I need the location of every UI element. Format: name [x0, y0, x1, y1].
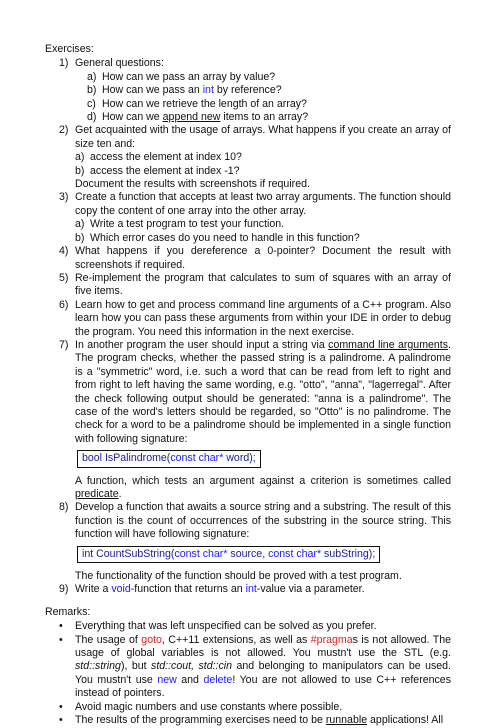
- item-text: -value via a parameter.: [256, 583, 365, 596]
- item-text: Develop a function that awaits a source string and a substring. The result of this function is the count of occurrences of the substring in the source string. This function will have following signature:: [75, 501, 451, 541]
- remark-text: The results of the programming exercises need to be: [75, 714, 326, 727]
- item-number: 4): [59, 245, 69, 258]
- keyword-delete: delete: [203, 673, 233, 686]
- code-signature-block: [75, 446, 451, 474]
- item-after-text: [75, 475, 451, 502]
- underlined-text: runnable: [325, 714, 368, 727]
- item-text: Write a: [75, 583, 112, 596]
- item-number: 2): [59, 124, 69, 137]
- exercise-item: [59, 57, 451, 124]
- item-number: 3): [59, 191, 69, 204]
- bullet-icon: •: [59, 714, 63, 727]
- item-number: 5): [59, 271, 69, 284]
- remark-text: and belonging to manipulators can be used. You mustn't use: [75, 660, 452, 686]
- remark-item: [59, 633, 452, 701]
- underlined-text: append new: [162, 111, 221, 124]
- remark-item: [59, 714, 451, 727]
- remark-item: [59, 620, 451, 633]
- item-number: 7): [59, 338, 69, 351]
- keyword-void: void: [111, 583, 131, 596]
- sub-letter: a): [75, 218, 85, 231]
- sub-text: Write a test program to test your function.: [90, 218, 285, 231]
- sub-letter: c): [87, 97, 96, 110]
- item-after-text: The functionality of the function should be proved with a test program.: [75, 570, 402, 583]
- code-keyword: const char*: [170, 452, 224, 465]
- code-signature-block: [75, 542, 451, 570]
- exercise-item: [59, 583, 451, 596]
- italic-code: std::cout, std::cin: [151, 660, 233, 673]
- sub-text: items to an array?: [220, 111, 309, 124]
- item-text: -function that returns an: [130, 583, 246, 596]
- remark-text: Avoid magic numbers and use constants where possible.: [75, 700, 343, 713]
- sub-list: [75, 218, 451, 245]
- underlined-text: command line arguments: [328, 338, 449, 351]
- exercise-item: [59, 271, 451, 299]
- sub-text: How can we retrieve the length of an array?: [102, 97, 307, 110]
- bullet-icon: •: [59, 620, 63, 633]
- keyword-new: new: [157, 673, 177, 686]
- remark-text: , C++11 extensions, as well as: [161, 633, 311, 646]
- code-signature: [77, 450, 261, 467]
- code-part: int CountSubString(: [82, 547, 175, 560]
- remark-text: and: [176, 673, 204, 686]
- remarks-list: [45, 620, 451, 727]
- item-number: 8): [59, 501, 69, 514]
- item-text: Create a function that accepts at least two array arguments. The function should copy the content of one array into the other array.: [75, 191, 451, 217]
- forbidden-keyword: goto: [141, 633, 162, 646]
- underlined-text: predicate: [75, 488, 119, 500]
- code-part: subString);: [321, 547, 376, 560]
- sub-text: How can we pass an array by value?: [102, 70, 276, 83]
- sub-item: [87, 71, 451, 84]
- after-text: A function, which tests an argument against a criterion is sometimes called: [75, 474, 451, 487]
- sub-text: How can we: [102, 111, 163, 124]
- sub-item: [75, 151, 451, 164]
- code-part: bool IsPalindrome(: [82, 452, 171, 465]
- exercise-item: [59, 124, 451, 191]
- exercise-item: [59, 501, 451, 583]
- code-part: source,: [227, 547, 269, 560]
- sub-item: [75, 165, 451, 178]
- code-keyword: const char*: [268, 547, 322, 560]
- code-signature: [77, 546, 380, 563]
- exercise-list: [45, 57, 451, 596]
- remarks-heading: Remarks:: [45, 605, 91, 618]
- item-after-text: Document the results with screenshots if required.: [75, 178, 310, 191]
- sub-list: [75, 151, 451, 178]
- exercise-item: [59, 191, 451, 245]
- item-text: Get acquainted with the usage of arrays. What happens if you create an array of size ten and:: [75, 124, 451, 150]
- sub-letter: a): [75, 151, 85, 164]
- remark-item: [59, 700, 451, 714]
- item-number: 6): [59, 298, 69, 311]
- keyword-int: int: [202, 84, 214, 97]
- exercises-heading: Exercises:: [45, 43, 94, 55]
- section-gap: [45, 597, 451, 606]
- sub-letter: b): [75, 231, 85, 244]
- sub-list: [75, 71, 451, 125]
- sub-letter: b): [87, 84, 97, 97]
- sub-text: access the element at index -1?: [90, 164, 240, 177]
- item-number: 9): [59, 583, 69, 596]
- sub-letter: a): [87, 70, 97, 83]
- remark-text: applications! All: [367, 714, 444, 727]
- remark-text: Everything that was left unspecified can be solved as you prefer.: [75, 620, 377, 633]
- sub-item: [87, 84, 451, 97]
- bullet-icon: •: [59, 700, 63, 713]
- sub-letter: d): [87, 111, 97, 124]
- item-text: In another program the user should input a string via: [75, 338, 329, 351]
- item-text: Re-implement the program that calculates to sum of squares with an array of five items.: [75, 271, 451, 298]
- italic-code: std::string: [75, 660, 121, 673]
- exercise-item: [59, 245, 451, 272]
- remark-text: s is not allowed. The usage of global variables is not allowed. You mustn't use the STL (e.g.: [75, 633, 451, 660]
- remark-text: ), but: [120, 660, 152, 673]
- code-keyword: const char*: [174, 547, 228, 560]
- bullet-icon: •: [59, 633, 63, 646]
- keyword-int: int: [245, 583, 257, 596]
- item-text: Learn how to get and process command line arguments of a C++ program. Also learn how you can pass these arguments from within your IDE in order to debug the program. You need this information in the next exercise.: [75, 298, 451, 338]
- item-text: . The program checks, whether the passed string is a palindrome. A palindrome is a "symmetric" word, i.e. such a word that can be read from left to right and from right to left having the same wording, e.g. "otto", "anna", "lagerregal". After the check following output should be generated: "anna is a palindrome". The case of the word's letters should be regarded, so "Otto" is no palindrome. The check for a word to be a palindrome should be implemented in a single function with following signature:: [75, 338, 451, 445]
- code-part: word);: [223, 452, 256, 465]
- exercise-item: [59, 338, 451, 501]
- after-text: .: [118, 488, 122, 500]
- exercise-item: [59, 298, 451, 339]
- sub-item: [75, 218, 451, 231]
- sub-text: How can we pass an: [102, 84, 203, 97]
- sub-item: [75, 232, 451, 245]
- remark-text: ! You are not allowed to use C++ references instead of pointers.: [75, 673, 451, 700]
- item-number: 1): [59, 57, 69, 70]
- item-text: General questions:: [75, 57, 164, 70]
- sub-text: Which error cases do you need to handle in this function?: [90, 231, 360, 244]
- forbidden-keyword: #pragma: [310, 633, 353, 646]
- sub-text: by reference?: [213, 84, 282, 97]
- sub-item: [87, 98, 451, 111]
- sub-item: [87, 111, 451, 124]
- sub-letter: b): [75, 164, 85, 177]
- item-text: What happens if you dereference a 0-pointer? Document the result with screenshots if required.: [75, 245, 451, 271]
- remark-text: The usage of: [75, 633, 142, 646]
- sub-text: access the element at index 10?: [90, 151, 242, 164]
